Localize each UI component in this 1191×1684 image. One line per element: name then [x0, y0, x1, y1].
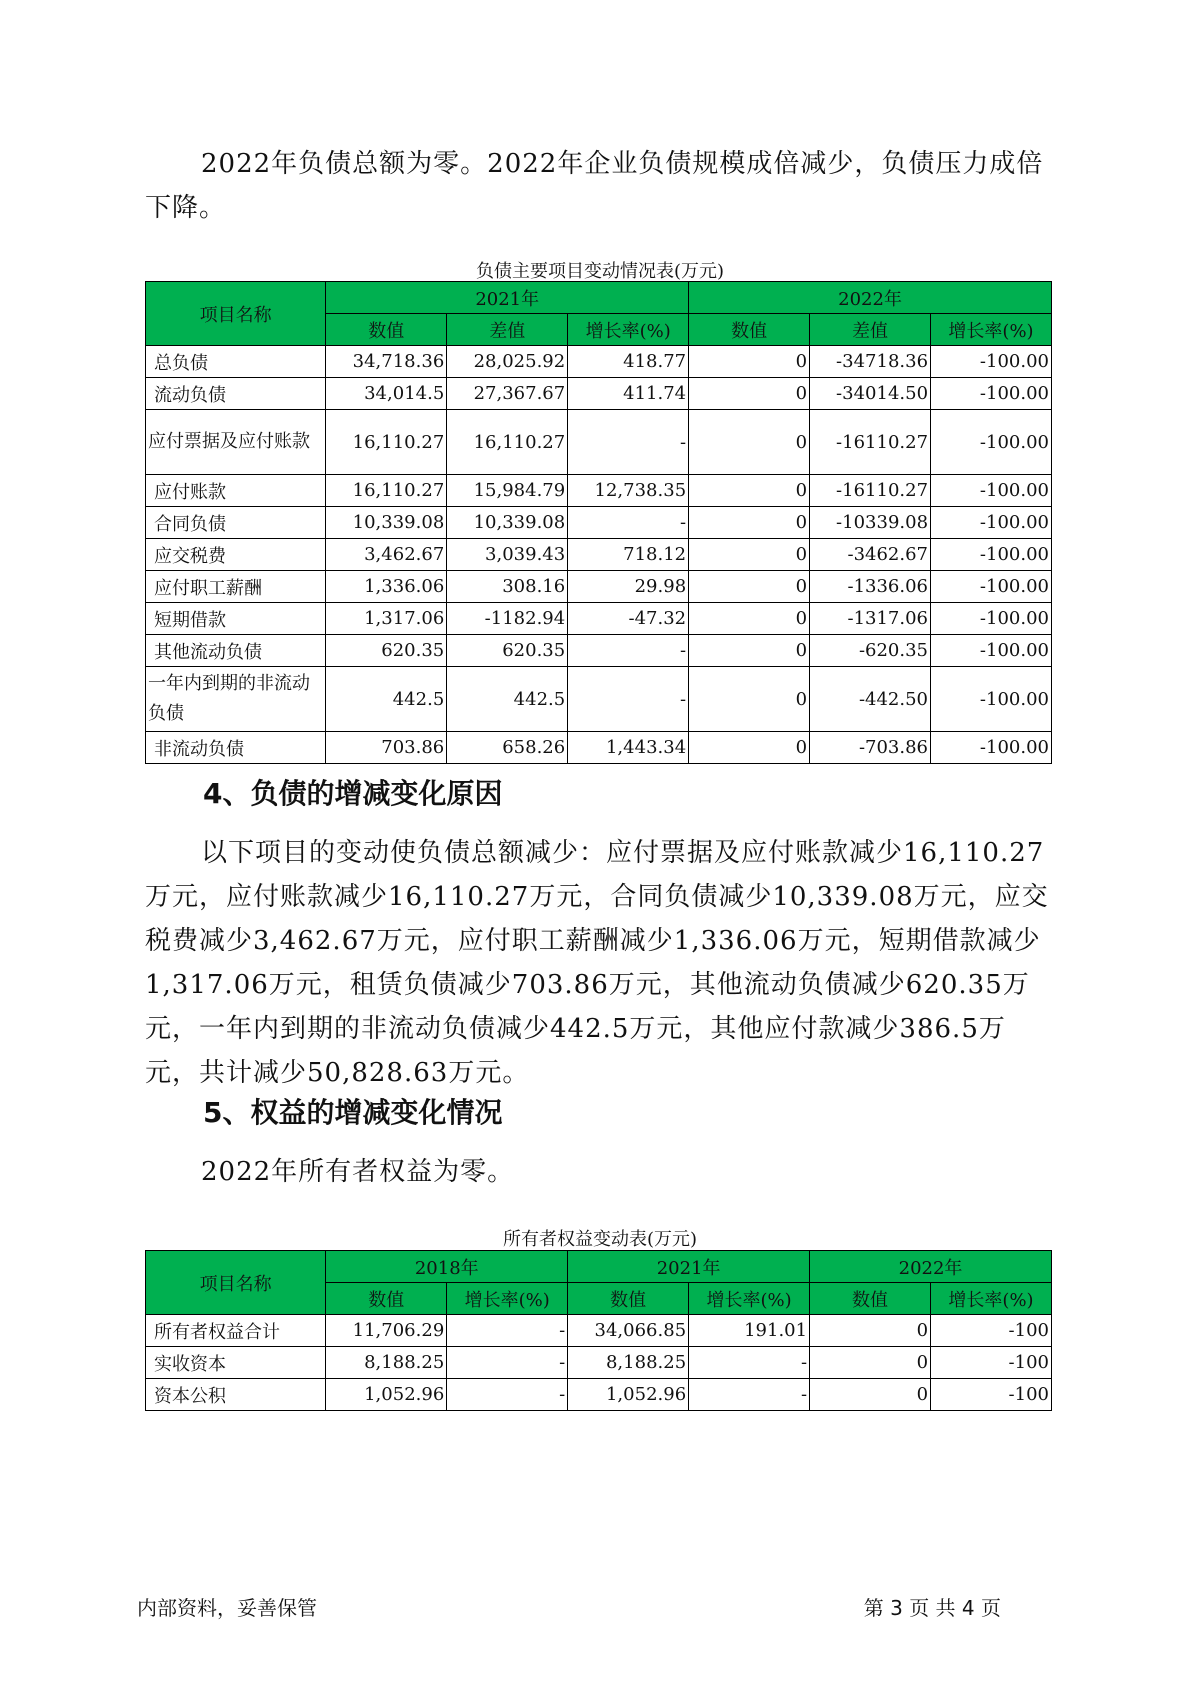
cell-v22: 0	[689, 635, 810, 667]
cell-v22: 0	[689, 378, 810, 410]
header-item-name: 项目名称	[146, 1251, 326, 1315]
cell-r22: -100.00	[931, 507, 1052, 539]
header-rate: 增长率(%)	[568, 314, 689, 346]
cell-v21: 16,110.27	[326, 475, 447, 507]
cell-v21: 1,336.06	[326, 571, 447, 603]
cell-v22: 0	[689, 667, 810, 732]
cell-r21: -	[568, 410, 689, 475]
cell-d22: -620.35	[810, 635, 931, 667]
cell-v22: 0	[689, 410, 810, 475]
table-row	[146, 507, 1052, 539]
row-label: 一年内到期的非流动负债	[146, 667, 326, 732]
cell-v21: 1,052.96	[568, 1379, 689, 1411]
cell-r21: -	[568, 507, 689, 539]
header-rate: 增长率(%)	[931, 1283, 1052, 1315]
cell-r21: 29.98	[568, 571, 689, 603]
row-label: 总负债	[146, 346, 326, 378]
cell-r21: 1,443.34	[568, 732, 689, 764]
table-row	[146, 539, 1052, 571]
table-row	[146, 635, 1052, 667]
table-row	[146, 667, 1052, 732]
header-year-2018: 2018年	[326, 1251, 568, 1283]
cell-v21: 34,066.85	[568, 1315, 689, 1347]
cell-v21: 1,317.06	[326, 603, 447, 635]
cell-r18: -	[447, 1379, 568, 1411]
cell-v22: 0	[810, 1347, 931, 1379]
footer-page-number: 第 3 页 共 4 页	[863, 1596, 1001, 1620]
cell-d21: 442.5	[447, 667, 568, 732]
cell-d22: -442.50	[810, 667, 931, 732]
cell-v22: 0	[689, 346, 810, 378]
cell-d22: -34014.50	[810, 378, 931, 410]
cell-r22: -100	[931, 1315, 1052, 1347]
cell-v22: 0	[689, 571, 810, 603]
cell-d21: 15,984.79	[447, 475, 568, 507]
table-row	[146, 732, 1052, 764]
row-label: 实收资本	[146, 1347, 326, 1379]
cell-r18: -	[447, 1347, 568, 1379]
row-label: 非流动负债	[146, 732, 326, 764]
table-row	[146, 378, 1052, 410]
table-row	[146, 1347, 1052, 1379]
cell-v21: 3,462.67	[326, 539, 447, 571]
cell-d22: -34718.36	[810, 346, 931, 378]
cell-v21: 8,188.25	[568, 1347, 689, 1379]
header-year-2022: 2022年	[689, 282, 1052, 314]
header-diff: 差值	[810, 314, 931, 346]
cell-r22: -100.00	[931, 571, 1052, 603]
header-year-2021: 2021年	[568, 1251, 810, 1283]
liabilities-table	[145, 281, 1052, 764]
header-diff: 差值	[447, 314, 568, 346]
header-rate: 增长率(%)	[931, 314, 1052, 346]
row-label: 短期借款	[146, 603, 326, 635]
footer-confidential: 内部资料，妥善保管	[137, 1596, 317, 1620]
cell-r22: -100.00	[931, 635, 1052, 667]
cell-d21: 620.35	[447, 635, 568, 667]
cell-d21: 27,367.67	[447, 378, 568, 410]
cell-v21: 703.86	[326, 732, 447, 764]
row-label: 应付票据及应付账款	[146, 410, 326, 475]
cell-v22: 0	[689, 732, 810, 764]
cell-d21: 28,025.92	[447, 346, 568, 378]
cell-r22: -100.00	[931, 732, 1052, 764]
cell-r22: -100.00	[931, 410, 1052, 475]
row-label: 流动负债	[146, 378, 326, 410]
header-rate: 增长率(%)	[689, 1283, 810, 1315]
cell-d21: 3,039.43	[447, 539, 568, 571]
header-year-2021: 2021年	[326, 282, 689, 314]
equity-table	[145, 1250, 1052, 1411]
table-row	[146, 1379, 1052, 1411]
header-year-2022: 2022年	[810, 1251, 1052, 1283]
cell-r21: -	[568, 667, 689, 732]
row-label: 合同负债	[146, 507, 326, 539]
row-label: 应交税费	[146, 539, 326, 571]
cell-r21: 718.12	[568, 539, 689, 571]
table-row	[146, 346, 1052, 378]
table-row	[146, 1315, 1052, 1347]
cell-v21: 442.5	[326, 667, 447, 732]
cell-v18: 11,706.29	[326, 1315, 447, 1347]
header-value: 数值	[326, 314, 447, 346]
cell-r21: 191.01	[689, 1315, 810, 1347]
cell-d22: -1336.06	[810, 571, 931, 603]
cell-d22: -1317.06	[810, 603, 931, 635]
cell-r22: -100.00	[931, 603, 1052, 635]
section5-paragraph: 2022年所有者权益为零。	[201, 1157, 515, 1187]
row-label: 应付账款	[146, 475, 326, 507]
table-row	[146, 571, 1052, 603]
cell-r18: -	[447, 1315, 568, 1347]
cell-r21: -	[689, 1379, 810, 1411]
row-label: 所有者权益合计	[146, 1315, 326, 1347]
cell-v22: 0	[689, 603, 810, 635]
section5-heading: 5、权益的增减变化情况	[203, 1096, 503, 1129]
cell-r22: -100.00	[931, 378, 1052, 410]
row-label: 应付职工薪酬	[146, 571, 326, 603]
table-row	[146, 410, 1052, 475]
cell-d22: -10339.08	[810, 507, 931, 539]
cell-r21: 418.77	[568, 346, 689, 378]
cell-v21: 16,110.27	[326, 410, 447, 475]
cell-r21: -	[568, 635, 689, 667]
cell-d22: -16110.27	[810, 410, 931, 475]
cell-v22: 0	[689, 539, 810, 571]
cell-v21: 10,339.08	[326, 507, 447, 539]
header-value: 数值	[689, 314, 810, 346]
cell-d21: 16,110.27	[447, 410, 568, 475]
cell-d21: 10,339.08	[447, 507, 568, 539]
cell-v21: 34,014.5	[326, 378, 447, 410]
header-value: 数值	[326, 1283, 447, 1315]
cell-r22: -100.00	[931, 667, 1052, 732]
cell-d22: -3462.67	[810, 539, 931, 571]
cell-r22: -100	[931, 1379, 1052, 1411]
cell-d21: 308.16	[447, 571, 568, 603]
header-value: 数值	[568, 1283, 689, 1315]
header-item-name: 项目名称	[146, 282, 326, 346]
cell-r21: 411.74	[568, 378, 689, 410]
cell-v21: 620.35	[326, 635, 447, 667]
header-value: 数值	[810, 1283, 931, 1315]
cell-r21: -	[689, 1347, 810, 1379]
cell-r21: -47.32	[568, 603, 689, 635]
row-label: 其他流动负债	[146, 635, 326, 667]
cell-v22: 0	[810, 1315, 931, 1347]
section4-paragraph: 以下项目的变动使负债总额减少：应付票据及应付账款减少16,110.27万元，应付账款减少16,110.27万元，合同负债减少10,339.08万元，应交税费减少3,462.67万元，应付职工薪酬减少1,336.06万元，短期借款减少1,317.06万元，租赁负债减少703.86万元，其他流动负债减少620.35万元，一年内到期的非流动负债减少442.5万元，其他应付款减少386.5万元，共计减少50,828.63万元。	[145, 838, 1049, 1088]
cell-v21: 34,718.36	[326, 346, 447, 378]
table-row	[146, 603, 1052, 635]
cell-d21: 658.26	[447, 732, 568, 764]
cell-d22: -703.86	[810, 732, 931, 764]
cell-v22: 0	[810, 1379, 931, 1411]
intro-paragraph: 2022年负债总额为零。2022年企业负债规模成倍减少，负债压力成倍下降。	[145, 149, 1044, 223]
table-row	[146, 475, 1052, 507]
cell-r22: -100	[931, 1347, 1052, 1379]
header-rate: 增长率(%)	[447, 1283, 568, 1315]
cell-d21: -1182.94	[447, 603, 568, 635]
cell-r22: -100.00	[931, 539, 1052, 571]
cell-v18: 8,188.25	[326, 1347, 447, 1379]
table1-caption: 负债主要项目变动情况表(万元)	[475, 261, 725, 282]
cell-v18: 1,052.96	[326, 1379, 447, 1411]
row-label: 资本公积	[146, 1379, 326, 1411]
section4-heading: 4、负债的增减变化原因	[203, 777, 503, 810]
cell-r21: 12,738.35	[568, 475, 689, 507]
cell-v22: 0	[689, 475, 810, 507]
cell-r22: -100.00	[931, 346, 1052, 378]
cell-d22: -16110.27	[810, 475, 931, 507]
cell-r22: -100.00	[931, 475, 1052, 507]
table2-caption: 所有者权益变动表(万元)	[502, 1229, 698, 1250]
cell-v22: 0	[689, 507, 810, 539]
